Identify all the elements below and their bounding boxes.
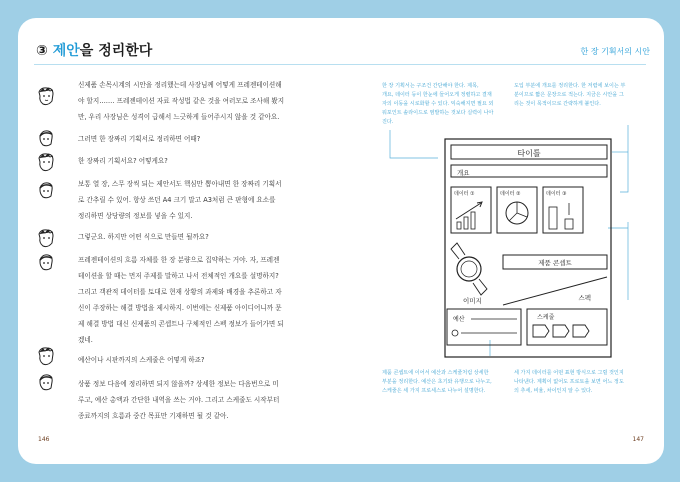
dialogue-line: 테이션을 할 때는 먼저 주제를 말하고 나서 전체적인 개요를 설명하지? — [78, 272, 279, 280]
title-highlight: 제안 — [52, 43, 80, 59]
sketch-title: 타이틀 — [517, 149, 541, 158]
budget-box — [447, 309, 521, 345]
svg-text:데이터 ②: 데이터 ② — [500, 191, 521, 197]
one-page-plan-sketch — [441, 137, 621, 360]
watch-icon — [451, 243, 487, 295]
note-bottom-left: 제품 콘셉트에 이어서 예산과 스케줄처럼 상세한 부분을 정리한다. 예산은 초기와 유행으로 나누고, 스케줄은 세 가지 프로세스로 나누어 설명한다. — [382, 370, 492, 394]
dialogue-line: 그러면 한 장짜리 기획서로 정리하면 어때? — [78, 135, 201, 143]
sketch-image-label: 이미지 — [463, 297, 482, 305]
dialogue-line: 종료까지의 흐름과 중간 목표만 기재하면 될 것 같아. — [78, 412, 229, 420]
dialogue-line: 제 해결 방법 대신 신제품의 콘셉트나 구체적인 스펙 정보가 들어가면 되 — [78, 320, 284, 328]
svg-text:스케줄: 스케줄 — [537, 314, 555, 321]
page-number-right: 147 — [632, 436, 644, 443]
note-top-right: 도입 부분에 개요를 정리한다. 한 저렴에 보이는 부 분이므로 짧은 문장으로 적는다. 지금은 시안을 그 리는 것이 목적이므로 간략하게 붙인다. — [514, 83, 626, 107]
title-rest: 을 정리한다 — [79, 43, 153, 59]
svg-text:제품 콘셉트: 제품 콘셉트 — [538, 259, 572, 267]
svg-text:데이터 ③: 데이터 ③ — [546, 191, 567, 197]
dialogue-line: 로 간추릴 수 있어. 항상 쓰던 A4 크기 말고 A3처럼 큰 판형에 요소를 — [78, 196, 276, 204]
dialogue-line: 예산이나 시판까지의 스케줄은 어떻게 하죠? — [78, 356, 205, 364]
note-bottom-right: 세 가지 데이터를 어떤 표현 방식으로 그릴 것인지 나타낸다. 계획이 없어도 프로토을 보면 어느 정도 의 추세, 비율, 차이인지 알 수 있다. — [514, 370, 624, 394]
svg-text:예산: 예산 — [453, 316, 465, 323]
dialogue-line: 루고, 예산 총액과 간단한 내역을 쓰는 거야. 그리고 스케줄도 시작부터 — [78, 396, 280, 404]
dialogue-line: 야 할지……. 프레젠테이션 자료 작성법 같은 것을 여러모로 조사해 봤지 — [78, 97, 285, 105]
dialogue-line: 보통 열 장, 스무 장씩 되는 제안서도 핵심만 뽑아내면 한 장짜리 기획서 — [78, 180, 282, 188]
summary-box — [451, 165, 607, 177]
svg-text:데이터 ①: 데이터 ① — [454, 191, 475, 197]
dialogue-line: 상품 정보 다음에 정리하면 되지 않을까? 상세한 정보는 다음번으로 미 — [78, 380, 279, 388]
dialogue-line: 만, 우리 사장님은 성격이 급해서 느긋하게 들어주시지 않을 것 같아요. — [78, 113, 280, 121]
dialogue-line: 겠네. — [78, 336, 93, 344]
page-number-left: 146 — [38, 436, 50, 443]
page-subtitle: 한 장 기획서의 시안 — [580, 47, 650, 56]
dialogue-line: 정리하면 상당량의 정보를 넣을 수 있지. — [78, 212, 193, 220]
sketch-summary: 개요 — [457, 169, 470, 177]
sketch-spec-label: 스펙 — [578, 294, 591, 302]
dialogue-line: 프레젠테이션의 흐름 자체를 한 장 분량으로 집약하는 거야. 자, 프레젠 — [78, 256, 280, 264]
note-top-left: 한 장 기획서는 구조건 간단해야 한다. 제목, 개요, 데이터 등이 한눈에 들어오게 정렬하고 결재 자의 이동을 시로화할 수 있다. 익숙해지면 필요 외 워포인트 솔라이드로 염발하는 것보다 실력이 나아 진다. — [382, 83, 494, 125]
dialogue-line: 그리고 객관적 데이터를 토대로 현재 상황의 과제와 배경을 추론하고 자 — [78, 288, 282, 296]
section-number: ③ — [36, 43, 48, 59]
dialogue-line: 그렇군요. 하지만 어떤 식으로 만들면 될까요? — [78, 233, 209, 241]
dialogue-line: 신제품 손목시계의 시안을 정리했는데 사장님께 어떻게 프레젠테이션해 — [78, 81, 282, 89]
dialogue-line: 한 장짜리 기획서요? 어떻게요? — [78, 157, 168, 165]
dialogue-line: 신이 주장하는 해결 방법을 제시하지. 이번에는 신제품 아이디어니까 문 — [78, 304, 282, 312]
